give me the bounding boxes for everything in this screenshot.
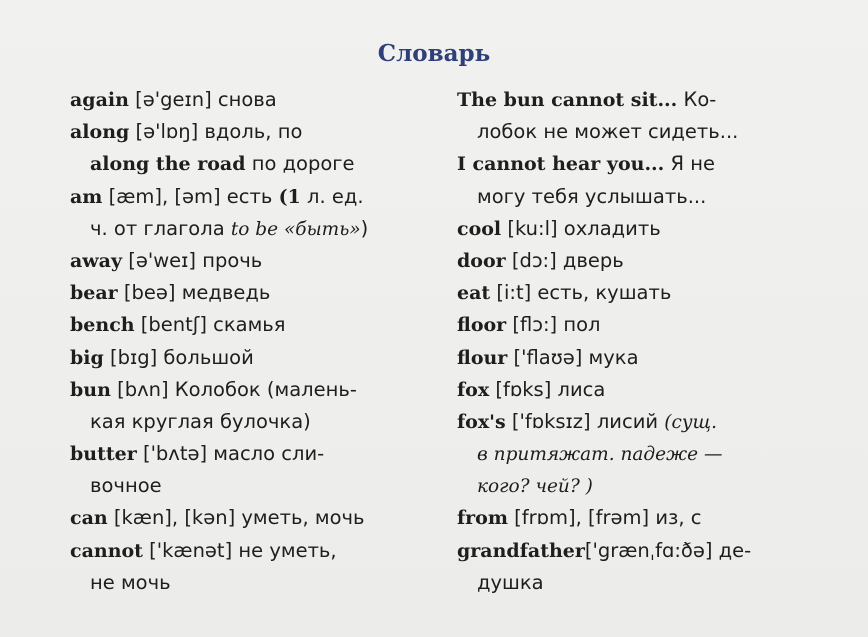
headword: I cannot hear you... xyxy=(457,153,665,176)
headword: cannot xyxy=(70,539,143,562)
entry-line xyxy=(70,406,415,438)
entry-text-extra: ) xyxy=(360,216,369,240)
entry-line xyxy=(70,309,415,341)
entry-line xyxy=(457,470,802,502)
italic-note: в притяжат. падеже — xyxy=(477,444,723,466)
entry-text: [bʌn] Колобок (малень- xyxy=(110,377,357,401)
entry-line xyxy=(70,535,415,567)
entry-line xyxy=(457,535,802,567)
entry-line xyxy=(70,116,415,148)
entry-text: ['grænˌfɑ:ðə] де- xyxy=(584,538,752,562)
entry-line xyxy=(70,148,415,180)
entry-line xyxy=(70,470,415,502)
entry-text: лобок не может сидеть... xyxy=(477,120,739,144)
entry-text: вочное xyxy=(90,474,162,498)
headword: along xyxy=(70,121,130,144)
entry-text: [beə] медведь xyxy=(117,281,271,305)
headword: bench xyxy=(70,314,135,337)
italic-note: to be «быть» xyxy=(230,218,361,240)
entry-text: ['fɒksɪz] лисий xyxy=(505,409,665,433)
entry-text: [æm], [əm] есть xyxy=(102,184,279,208)
entry-line xyxy=(457,438,802,470)
italic-note: кого? чей? ) xyxy=(477,476,593,498)
entry-text-extra: л. ед. xyxy=(300,184,364,208)
headword: door xyxy=(457,249,506,272)
entry-text: кая круглая булочка) xyxy=(90,409,311,433)
entry-text: ['kænət] не уметь, xyxy=(142,538,337,562)
entry-line xyxy=(457,342,802,374)
entry-line xyxy=(457,213,802,245)
left-column xyxy=(70,84,415,599)
headword: cool xyxy=(457,217,502,240)
entry-line xyxy=(457,309,802,341)
entry-line xyxy=(70,245,415,277)
entry-line xyxy=(70,181,415,213)
headword: eat xyxy=(457,282,491,305)
headword: flour xyxy=(457,346,508,369)
entry-line xyxy=(457,567,802,599)
entry-line xyxy=(457,148,802,180)
entry-line xyxy=(70,502,415,534)
headword: The bun cannot sit... xyxy=(457,89,678,111)
entry-text: не мочь xyxy=(90,570,171,594)
entry-line xyxy=(70,567,415,599)
entry-line xyxy=(457,502,802,534)
entry-line xyxy=(457,84,802,116)
entry-line xyxy=(457,406,802,438)
entry-line xyxy=(70,342,415,374)
headword: bear xyxy=(70,282,118,305)
entry-line xyxy=(457,116,802,148)
entry-text: [frɒm], [frəm] из, с xyxy=(507,506,702,530)
entry-text: [fɒks] лиса xyxy=(489,377,606,401)
entry-text: Ко- xyxy=(677,88,717,111)
entry-line xyxy=(70,374,415,406)
entry-line xyxy=(457,277,802,309)
entry-text: [ə'weɪ] прочь xyxy=(122,248,263,272)
entry-text: [ə'geɪn] снова xyxy=(128,88,277,111)
page-title: Словарь xyxy=(377,40,491,67)
entry-text: душка xyxy=(477,570,544,594)
headword: bun xyxy=(70,378,111,401)
entry-text: [bɪg] большой xyxy=(103,345,254,369)
entry-line xyxy=(457,181,802,213)
entry-text: ['bʌtə] масло сли- xyxy=(136,442,325,466)
entry-text: [dɔ:] дверь xyxy=(505,248,624,272)
headword: big xyxy=(70,346,104,369)
entry-text: [ku:l] охладить xyxy=(501,216,661,240)
entry-text: [kæn], [kən] уметь, мочь xyxy=(107,506,365,530)
entry-line xyxy=(457,374,802,406)
headword: fox xyxy=(457,378,490,401)
headword: again xyxy=(70,89,129,111)
entry-text: [ə'lɒŋ] вдоль, по xyxy=(129,120,303,144)
entry-text: [bentʃ] скамья xyxy=(134,313,286,337)
headword: fox's xyxy=(457,410,506,433)
entry-line xyxy=(70,277,415,309)
entry-line xyxy=(70,438,415,470)
entry-text: по дороге xyxy=(245,152,355,176)
headword: am xyxy=(70,185,103,208)
right-column xyxy=(457,84,802,599)
entry-line xyxy=(70,213,415,245)
headword: grandfather xyxy=(457,539,585,562)
headword: along the road xyxy=(90,153,246,176)
headword-extra: (1 xyxy=(278,185,301,208)
entry-text: ч. от глагола xyxy=(90,216,231,240)
headword: away xyxy=(70,249,123,272)
headword: butter xyxy=(70,443,137,466)
entry-text: Я не xyxy=(664,152,715,176)
entry-line xyxy=(70,84,415,116)
entry-line xyxy=(457,245,802,277)
entry-text: могу тебя услышать... xyxy=(477,184,707,208)
headword: can xyxy=(70,507,108,530)
headword: from xyxy=(457,507,508,530)
headword: floor xyxy=(457,314,507,337)
entry-text: [i:t] есть, кушать xyxy=(490,281,672,305)
entry-text: ['flaʊə] мука xyxy=(507,345,639,369)
entry-text: [flɔ:] пол xyxy=(506,313,601,337)
italic-note: (сущ. xyxy=(664,411,717,433)
